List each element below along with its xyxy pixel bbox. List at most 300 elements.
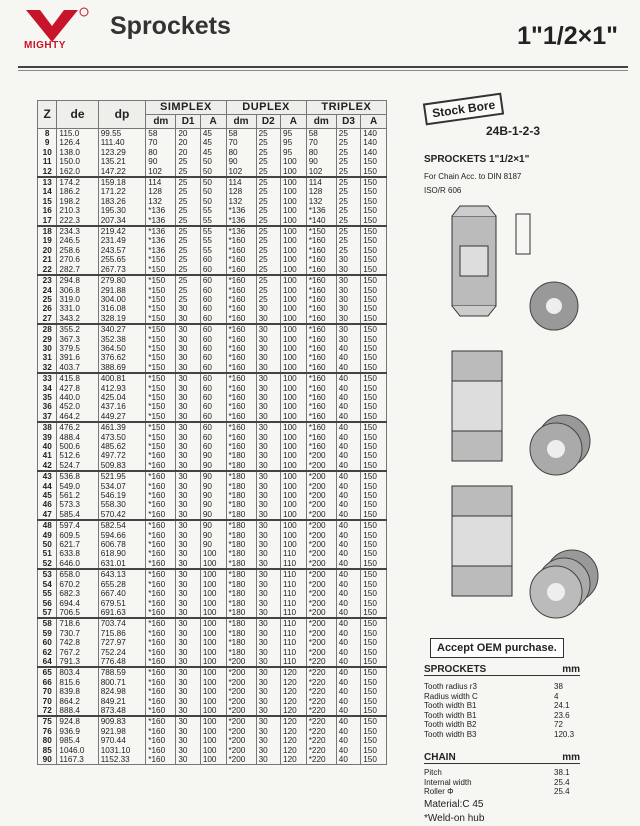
table-cell: 150 bbox=[361, 402, 387, 411]
table-cell: 150 bbox=[361, 531, 387, 540]
table-row bbox=[38, 736, 387, 745]
col-duplex-a: A bbox=[281, 115, 307, 129]
table-cell: 150 bbox=[361, 500, 387, 509]
table-cell: *150 bbox=[146, 275, 176, 285]
table-cell: 391.6 bbox=[57, 353, 98, 362]
weld-note: *Weld-on hub bbox=[424, 813, 485, 824]
table-cell: *136 bbox=[146, 226, 176, 236]
page-header bbox=[0, 0, 640, 62]
table-row bbox=[38, 482, 387, 491]
table-cell: 100 bbox=[281, 412, 307, 422]
table-cell: 30 bbox=[256, 461, 280, 471]
table-cell: *150 bbox=[146, 304, 176, 313]
table-row bbox=[38, 216, 387, 226]
table-row bbox=[38, 167, 387, 177]
table-cell: *160 bbox=[226, 246, 256, 255]
table-cell: 691.63 bbox=[98, 608, 146, 618]
table-cell: 100 bbox=[200, 667, 226, 677]
table-cell: 633.8 bbox=[57, 549, 98, 558]
table-cell: 9 bbox=[38, 138, 57, 147]
table-cell: *200 bbox=[306, 608, 336, 618]
table-cell: 150 bbox=[361, 657, 387, 667]
table-cell: *150 bbox=[146, 393, 176, 402]
table-cell: 30 bbox=[176, 304, 200, 313]
table-cell: 40 bbox=[336, 657, 360, 667]
table-cell: *200 bbox=[306, 531, 336, 540]
table-cell: *160 bbox=[306, 412, 336, 422]
table-row bbox=[38, 412, 387, 422]
table-cell: *180 bbox=[226, 491, 256, 500]
table-cell: 150 bbox=[361, 461, 387, 471]
table-cell: *200 bbox=[306, 540, 336, 549]
spec-label: Internal width bbox=[424, 777, 472, 787]
table-row bbox=[38, 295, 387, 304]
table-row bbox=[38, 716, 387, 726]
table-cell: *160 bbox=[146, 697, 176, 706]
spec-item bbox=[424, 682, 580, 692]
table-cell: 30 bbox=[256, 442, 280, 451]
table-cell: *180 bbox=[226, 549, 256, 558]
table-cell: 25 bbox=[336, 187, 360, 196]
table-cell: 25 bbox=[256, 148, 280, 157]
table-cell: 30 bbox=[336, 286, 360, 295]
table-cell: 25 bbox=[336, 148, 360, 157]
table-cell: 594.66 bbox=[98, 531, 146, 540]
table-cell: 30 bbox=[256, 363, 280, 373]
table-cell: *160 bbox=[226, 295, 256, 304]
table-cell: 485.62 bbox=[98, 442, 146, 451]
table-cell: *150 bbox=[146, 265, 176, 275]
table-cell: 40 bbox=[336, 482, 360, 491]
table-cell: 30 bbox=[256, 589, 280, 598]
table-cell: 100 bbox=[281, 363, 307, 373]
table-cell: 631.01 bbox=[98, 559, 146, 569]
table-cell: 100 bbox=[281, 471, 307, 481]
table-cell: *150 bbox=[146, 412, 176, 422]
table-cell: 803.4 bbox=[57, 667, 98, 677]
table-cell: *180 bbox=[226, 648, 256, 657]
table-cell: 231.49 bbox=[98, 236, 146, 245]
table-cell: 25 bbox=[336, 216, 360, 226]
table-cell: 90 bbox=[146, 157, 176, 166]
table-cell: *220 bbox=[306, 716, 336, 726]
table-cell: 100 bbox=[281, 304, 307, 313]
table-cell: 150 bbox=[361, 344, 387, 353]
table-cell: 25 bbox=[176, 295, 200, 304]
table-cell: 150 bbox=[361, 197, 387, 206]
table-cell: 40 bbox=[336, 520, 360, 530]
table-cell: *220 bbox=[306, 736, 336, 745]
table-cell: 115.0 bbox=[57, 129, 98, 139]
col-triplex-a: A bbox=[361, 115, 387, 129]
table-cell: *150 bbox=[146, 442, 176, 451]
table-cell: 150 bbox=[361, 755, 387, 765]
table-cell: 706.5 bbox=[57, 608, 98, 618]
table-cell: 120 bbox=[281, 697, 307, 706]
table-cell: 800.71 bbox=[98, 678, 146, 687]
table-cell: *200 bbox=[306, 589, 336, 598]
table-cell: *180 bbox=[226, 540, 256, 549]
table-cell: 16 bbox=[38, 206, 57, 215]
table-cell: 90 bbox=[200, 540, 226, 549]
table-cell: 150 bbox=[361, 589, 387, 598]
table-cell: 36 bbox=[38, 402, 57, 411]
table-cell: 100 bbox=[281, 520, 307, 530]
table-cell: 150 bbox=[361, 549, 387, 558]
table-cell: *220 bbox=[306, 667, 336, 677]
table-cell: 40 bbox=[38, 442, 57, 451]
table-cell: 70 bbox=[38, 697, 57, 706]
table-cell: 25 bbox=[176, 206, 200, 215]
col-z: Z bbox=[38, 101, 57, 129]
table-cell: *160 bbox=[306, 304, 336, 313]
table-cell: 60 bbox=[200, 286, 226, 295]
table-cell: *160 bbox=[146, 599, 176, 608]
table-cell: *200 bbox=[306, 510, 336, 520]
table-cell: 95 bbox=[281, 148, 307, 157]
table-cell: 50 bbox=[200, 187, 226, 196]
table-cell: 40 bbox=[336, 697, 360, 706]
spec-value: 25.4 bbox=[554, 787, 570, 797]
table-cell: 791.3 bbox=[57, 657, 98, 667]
table-cell: 100 bbox=[281, 286, 307, 295]
table-cell: 388.69 bbox=[98, 363, 146, 373]
group-triplex: TRIPLEX bbox=[306, 101, 386, 115]
table-cell: 95 bbox=[281, 129, 307, 139]
table-cell: 110 bbox=[281, 559, 307, 569]
table-cell: 162.0 bbox=[57, 167, 98, 177]
table-cell: 815.6 bbox=[57, 678, 98, 687]
table-cell: 60 bbox=[200, 324, 226, 334]
table-cell: 924.8 bbox=[57, 716, 98, 726]
table-cell: *136 bbox=[146, 246, 176, 255]
table-cell: 150 bbox=[361, 314, 387, 324]
table-cell: 150 bbox=[361, 324, 387, 334]
table-cell: *160 bbox=[146, 629, 176, 638]
table-cell: *200 bbox=[226, 716, 256, 726]
spec-label: Tooth width B1 bbox=[424, 701, 477, 711]
table-cell: *160 bbox=[226, 353, 256, 362]
table-cell: 25 bbox=[176, 177, 200, 187]
table-row bbox=[38, 580, 387, 589]
table-cell: 150 bbox=[361, 471, 387, 481]
table-cell: *150 bbox=[146, 402, 176, 411]
table-cell: 48 bbox=[38, 520, 57, 530]
table-row bbox=[38, 491, 387, 500]
table-cell: 55 bbox=[200, 226, 226, 236]
table-cell: 40 bbox=[336, 678, 360, 687]
table-cell: 40 bbox=[336, 433, 360, 442]
table-cell: 15 bbox=[38, 197, 57, 206]
table-cell: 60 bbox=[200, 344, 226, 353]
table-cell: 120 bbox=[281, 716, 307, 726]
table-cell: 364.50 bbox=[98, 344, 146, 353]
table-cell: 100 bbox=[281, 353, 307, 362]
table-cell: 150 bbox=[361, 246, 387, 255]
table-cell: 51 bbox=[38, 549, 57, 558]
table-row bbox=[38, 275, 387, 285]
table-cell: *200 bbox=[226, 657, 256, 667]
table-cell: 30 bbox=[176, 344, 200, 353]
table-cell: 100 bbox=[200, 657, 226, 667]
table-cell: *200 bbox=[226, 678, 256, 687]
table-cell: 476.2 bbox=[57, 422, 98, 432]
table-cell: 128 bbox=[226, 187, 256, 196]
table-cell: 53 bbox=[38, 569, 57, 579]
table-row bbox=[38, 324, 387, 334]
table-cell: 100 bbox=[200, 589, 226, 598]
table-cell: 110 bbox=[281, 657, 307, 667]
table-cell: 25 bbox=[256, 138, 280, 147]
table-cell: *220 bbox=[306, 755, 336, 765]
table-cell: 40 bbox=[336, 549, 360, 558]
table-row bbox=[38, 314, 387, 324]
table-cell: 150 bbox=[361, 206, 387, 215]
table-cell: 150 bbox=[361, 520, 387, 530]
table-cell: 30 bbox=[256, 540, 280, 549]
table-cell: 340.27 bbox=[98, 324, 146, 334]
table-cell: 30 bbox=[256, 393, 280, 402]
table-cell: 150 bbox=[361, 736, 387, 745]
table-cell: 25 bbox=[336, 236, 360, 245]
table-cell: 50 bbox=[200, 197, 226, 206]
table-row bbox=[38, 422, 387, 432]
table-cell: 150 bbox=[361, 187, 387, 196]
table-cell: 150 bbox=[361, 678, 387, 687]
table-cell: 658.0 bbox=[57, 569, 98, 579]
table-cell: 76 bbox=[38, 727, 57, 736]
table-cell: 120 bbox=[281, 727, 307, 736]
table-cell: 282.7 bbox=[57, 265, 98, 275]
table-cell: 30 bbox=[176, 471, 200, 481]
table-cell: *220 bbox=[306, 697, 336, 706]
table-cell: 120 bbox=[281, 755, 307, 765]
table-cell: 25 bbox=[256, 177, 280, 187]
table-cell: 618.90 bbox=[98, 549, 146, 558]
table-cell: 150 bbox=[361, 638, 387, 647]
table-cell: 40 bbox=[336, 540, 360, 549]
table-cell: 30 bbox=[176, 727, 200, 736]
table-row bbox=[38, 755, 387, 765]
table-cell: 60 bbox=[200, 255, 226, 264]
table-cell: 150 bbox=[361, 667, 387, 677]
table-cell: 100 bbox=[281, 335, 307, 344]
table-cell: 40 bbox=[336, 736, 360, 745]
table-cell: 150 bbox=[361, 697, 387, 706]
table-cell: *160 bbox=[226, 402, 256, 411]
table-cell: 30 bbox=[256, 344, 280, 353]
table-row bbox=[38, 246, 387, 255]
table-cell: *200 bbox=[306, 559, 336, 569]
duplex-drawing-icon bbox=[452, 351, 590, 475]
table-cell: 25 bbox=[336, 197, 360, 206]
table-cell: 19 bbox=[38, 236, 57, 245]
table-cell: 25 bbox=[336, 138, 360, 147]
table-cell: 55 bbox=[200, 246, 226, 255]
table-cell: 100 bbox=[281, 157, 307, 166]
table-cell: 246.5 bbox=[57, 236, 98, 245]
table-cell: 30 bbox=[176, 599, 200, 608]
table-cell: 150 bbox=[361, 373, 387, 383]
table-cell: 126.4 bbox=[57, 138, 98, 147]
table-cell: 1031.10 bbox=[98, 746, 146, 755]
sprocket-drawings bbox=[424, 196, 624, 636]
table-cell: 30 bbox=[176, 442, 200, 451]
table-cell: *220 bbox=[306, 727, 336, 736]
table-cell: 585.4 bbox=[57, 510, 98, 520]
sprocket-spec-table bbox=[37, 100, 387, 765]
table-cell: *160 bbox=[146, 736, 176, 745]
table-cell: 20 bbox=[176, 148, 200, 157]
spec-label: Tooth radius r3 bbox=[424, 682, 477, 691]
table-cell: *200 bbox=[226, 736, 256, 745]
table-cell: 30 bbox=[176, 451, 200, 460]
table-cell: 30 bbox=[256, 335, 280, 344]
table-cell: 864.2 bbox=[57, 697, 98, 706]
table-cell: 30 bbox=[176, 580, 200, 589]
table-cell: 102 bbox=[226, 167, 256, 177]
table-cell: 25 bbox=[176, 226, 200, 236]
table-cell: *160 bbox=[146, 678, 176, 687]
table-cell: 30 bbox=[176, 393, 200, 402]
table-cell: 25 bbox=[256, 187, 280, 196]
table-cell: 60 bbox=[200, 314, 226, 324]
table-cell: 100 bbox=[281, 344, 307, 353]
table-cell: *160 bbox=[226, 433, 256, 442]
table-cell: 646.0 bbox=[57, 559, 98, 569]
table-cell: *160 bbox=[146, 461, 176, 471]
table-cell: 70 bbox=[226, 138, 256, 147]
table-cell: 60 bbox=[200, 265, 226, 275]
table-cell: 60 bbox=[200, 422, 226, 432]
table-cell: *200 bbox=[306, 500, 336, 509]
table-cell: *160 bbox=[146, 451, 176, 460]
table-row bbox=[38, 746, 387, 755]
table-row bbox=[38, 657, 387, 667]
table-cell: 58 bbox=[226, 129, 256, 139]
table-cell: 452.0 bbox=[57, 402, 98, 411]
table-cell: 40 bbox=[336, 402, 360, 411]
table-cell: 55 bbox=[200, 206, 226, 215]
chain-spec-title: CHAIN bbox=[424, 752, 456, 763]
table-cell: 40 bbox=[336, 716, 360, 726]
table-cell: *160 bbox=[146, 727, 176, 736]
spec-item bbox=[424, 701, 580, 711]
table-cell: *180 bbox=[226, 618, 256, 628]
table-cell: *160 bbox=[146, 667, 176, 677]
table-row bbox=[38, 393, 387, 402]
stock-bore-stamp: Stock Bore bbox=[423, 93, 505, 126]
table-row bbox=[38, 706, 387, 716]
table-cell: 100 bbox=[281, 255, 307, 264]
spec-value: 25.4 bbox=[554, 777, 570, 787]
table-cell: 100 bbox=[200, 746, 226, 755]
table-cell: 319.0 bbox=[57, 295, 98, 304]
table-cell: 25 bbox=[256, 206, 280, 215]
table-cell: 425.04 bbox=[98, 393, 146, 402]
table-cell: 30 bbox=[256, 618, 280, 628]
table-cell: 609.5 bbox=[57, 531, 98, 540]
table-cell: 210.3 bbox=[57, 206, 98, 215]
table-cell: *136 bbox=[146, 206, 176, 215]
table-cell: 25 bbox=[176, 236, 200, 245]
table-cell: 30 bbox=[176, 491, 200, 500]
table-cell: 100 bbox=[281, 226, 307, 236]
table-cell: 30 bbox=[176, 648, 200, 657]
table-cell: *160 bbox=[306, 314, 336, 324]
table-cell: 355.2 bbox=[57, 324, 98, 334]
table-row bbox=[38, 638, 387, 647]
table-cell: 150 bbox=[361, 363, 387, 373]
table-cell: 25 bbox=[256, 275, 280, 285]
table-cell: 114 bbox=[306, 177, 336, 187]
table-row bbox=[38, 157, 387, 166]
table-cell: 40 bbox=[336, 746, 360, 755]
table-cell: 45 bbox=[200, 129, 226, 139]
table-cell: 464.2 bbox=[57, 412, 98, 422]
table-cell: *160 bbox=[306, 393, 336, 402]
table-cell: 150 bbox=[361, 286, 387, 295]
table-cell: 367.3 bbox=[57, 335, 98, 344]
table-cell: *160 bbox=[226, 275, 256, 285]
table-cell: 34 bbox=[38, 384, 57, 393]
table-cell: 30 bbox=[176, 667, 200, 677]
table-cell: *200 bbox=[306, 638, 336, 647]
table-row bbox=[38, 618, 387, 628]
table-cell: 95 bbox=[281, 138, 307, 147]
table-cell: 30 bbox=[256, 304, 280, 313]
table-cell: *200 bbox=[306, 471, 336, 481]
table-cell: 100 bbox=[281, 461, 307, 471]
spec-label: Roller Φ bbox=[424, 787, 454, 797]
table-cell: *200 bbox=[226, 746, 256, 755]
table-cell: 509.83 bbox=[98, 461, 146, 471]
table-cell: 100 bbox=[281, 540, 307, 549]
table-cell: 150 bbox=[361, 295, 387, 304]
col-duplex-d2: D2 bbox=[256, 115, 280, 129]
table-cell: 150 bbox=[361, 177, 387, 187]
table-cell: 909.83 bbox=[98, 716, 146, 726]
table-cell: 150 bbox=[361, 275, 387, 285]
table-cell: 150 bbox=[361, 157, 387, 166]
table-cell: *200 bbox=[306, 549, 336, 558]
table-cell: 33 bbox=[38, 373, 57, 383]
table-cell: *160 bbox=[306, 275, 336, 285]
table-cell: 30 bbox=[336, 335, 360, 344]
spec-label: Radius width C bbox=[424, 691, 478, 701]
table-cell: 488.4 bbox=[57, 433, 98, 442]
table-cell: *160 bbox=[226, 324, 256, 334]
table-cell: 31 bbox=[38, 353, 57, 362]
table-cell: 30 bbox=[256, 580, 280, 589]
table-cell: 150 bbox=[361, 335, 387, 344]
table-cell: 120 bbox=[281, 687, 307, 696]
table-cell: 100 bbox=[281, 236, 307, 245]
table-row bbox=[38, 559, 387, 569]
table-cell: *160 bbox=[226, 422, 256, 432]
table-cell: 30 bbox=[176, 687, 200, 696]
table-cell: 25 bbox=[176, 216, 200, 226]
table-cell: 13 bbox=[38, 177, 57, 187]
table-cell: 30 bbox=[256, 559, 280, 569]
sprockets-spec-heading bbox=[424, 664, 580, 676]
table-cell: *160 bbox=[146, 471, 176, 481]
table-cell: 304.00 bbox=[98, 295, 146, 304]
table-row bbox=[38, 187, 387, 196]
table-cell: 30 bbox=[256, 353, 280, 362]
table-row bbox=[38, 286, 387, 295]
table-cell: *160 bbox=[226, 265, 256, 275]
